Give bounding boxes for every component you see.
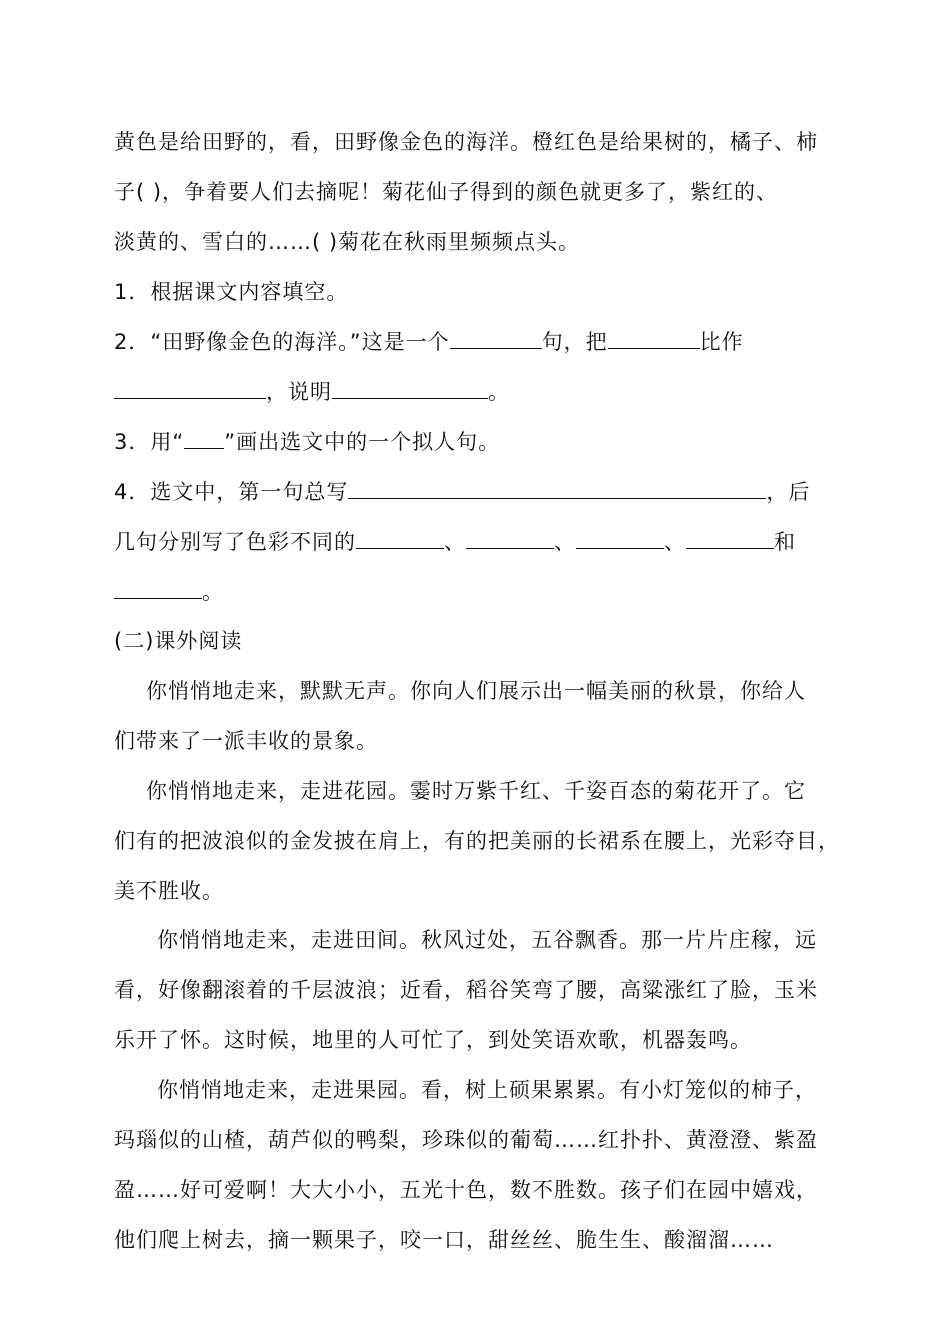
q4-end: 。 — [202, 580, 224, 604]
q2-text-e: 。 — [488, 380, 510, 404]
q4-sep-2: 、 — [554, 530, 576, 554]
q4-text-c: 几句分别写了色彩不同的 — [114, 530, 356, 554]
q3-text-b: ”画出选文中的一个拟人句。 — [224, 430, 501, 454]
passage-line-2: 子( )，争着要人们去摘呢！菊花仙子得到的颜色就更多了，紫红的、 — [114, 180, 779, 204]
question-1: 1．根据课文内容填空。 — [114, 280, 349, 304]
q2-text-b: 句，把 — [541, 330, 608, 354]
q4-text-a: 4．选文中，第一句总写 — [114, 480, 349, 504]
q4-blank-4[interactable] — [576, 528, 664, 549]
section-heading: (二)课外阅读 — [114, 629, 243, 653]
reading2-line-10: 玛瑙似的山楂，葫芦似的鸭梨，珍珠似的葡萄……红扑扑、黄澄澄、紫盈 — [114, 1128, 818, 1152]
q2-blank-1[interactable] — [450, 328, 542, 349]
reading2-line-2: 们带来了一派丰收的景象。 — [114, 729, 378, 753]
reading2-line-11: 盈……好可爱啊！大大小小，五光十色，数不胜数。孩子们在园中嬉戏， — [114, 1178, 818, 1202]
q4-and: 和 — [774, 530, 796, 554]
reading2-line-3: 你悄悄地走来，走进花园。霎时万紫千红、千姿百态的菊花开了。它 — [146, 779, 806, 803]
q4-text-b: ，后 — [766, 480, 811, 504]
question-2-line-2 — [114, 377, 854, 407]
passage-line-1: 黄色是给田野的，看，田野像金色的海洋。橙红色是给果树的，橘子、柿 — [114, 130, 818, 154]
q2-blank-2[interactable] — [608, 328, 700, 349]
question-2-line-1 — [114, 327, 854, 357]
q3-blank — [184, 428, 224, 449]
reading2-line-12: 他们爬上树去，摘一颗果子，咬一口，甜丝丝、脆生生、酸溜溜…… — [114, 1228, 774, 1252]
question-4-line-1 — [114, 477, 854, 507]
reading2-line-8: 乐开了怀。这时候，地里的人可忙了，到处笑语欢歌，机器轰鸣。 — [114, 1028, 752, 1052]
q4-blank-1[interactable] — [348, 478, 766, 499]
q2-blank-4[interactable] — [332, 378, 488, 399]
q3-text-a: 3．用“ — [114, 430, 185, 454]
q4-sep-3: 、 — [664, 530, 686, 554]
reading2-line-7: 看，好像翻滚着的千层波浪；近看，稻谷笑弯了腰，高粱涨红了脸，玉米 — [114, 978, 818, 1002]
reading2-line-9: 你悄悄地走来，走进果园。看，树上硕果累累。有小灯笼似的柿子， — [157, 1078, 817, 1102]
q4-blank-5[interactable] — [686, 528, 774, 549]
q4-sep-1: 、 — [444, 530, 466, 554]
reading2-line-1: 你悄悄地走来，默默无声。你向人们展示出一幅美丽的秋景，你给人 — [146, 679, 806, 703]
passage-line-3: 淡黄的、雪白的……( )菊花在秋雨里频频点头。 — [114, 230, 581, 254]
q2-text-a: 2．“田野像金色的海洋。”这是一个 — [114, 330, 450, 354]
question-4-line-2 — [114, 527, 854, 557]
q4-blank-6[interactable] — [114, 578, 202, 599]
q2-blank-3[interactable] — [114, 378, 266, 399]
q2-text-c: 比作 — [699, 330, 744, 354]
q2-text-d: ，说明 — [266, 380, 332, 404]
reading2-line-4: 们有的把波浪似的金发披在肩上，有的把美丽的长裙系在腰上，光彩夺目， — [114, 829, 840, 853]
question-3 — [114, 427, 854, 457]
reading2-line-5: 美不胜收。 — [114, 879, 224, 903]
q4-blank-2[interactable] — [356, 528, 444, 549]
question-4-line-3 — [114, 577, 854, 607]
reading2-line-6: 你悄悄地走来，走进田间。秋风过处，五谷飘香。那一片片庄稼，远 — [157, 928, 817, 952]
q4-blank-3[interactable] — [466, 528, 554, 549]
